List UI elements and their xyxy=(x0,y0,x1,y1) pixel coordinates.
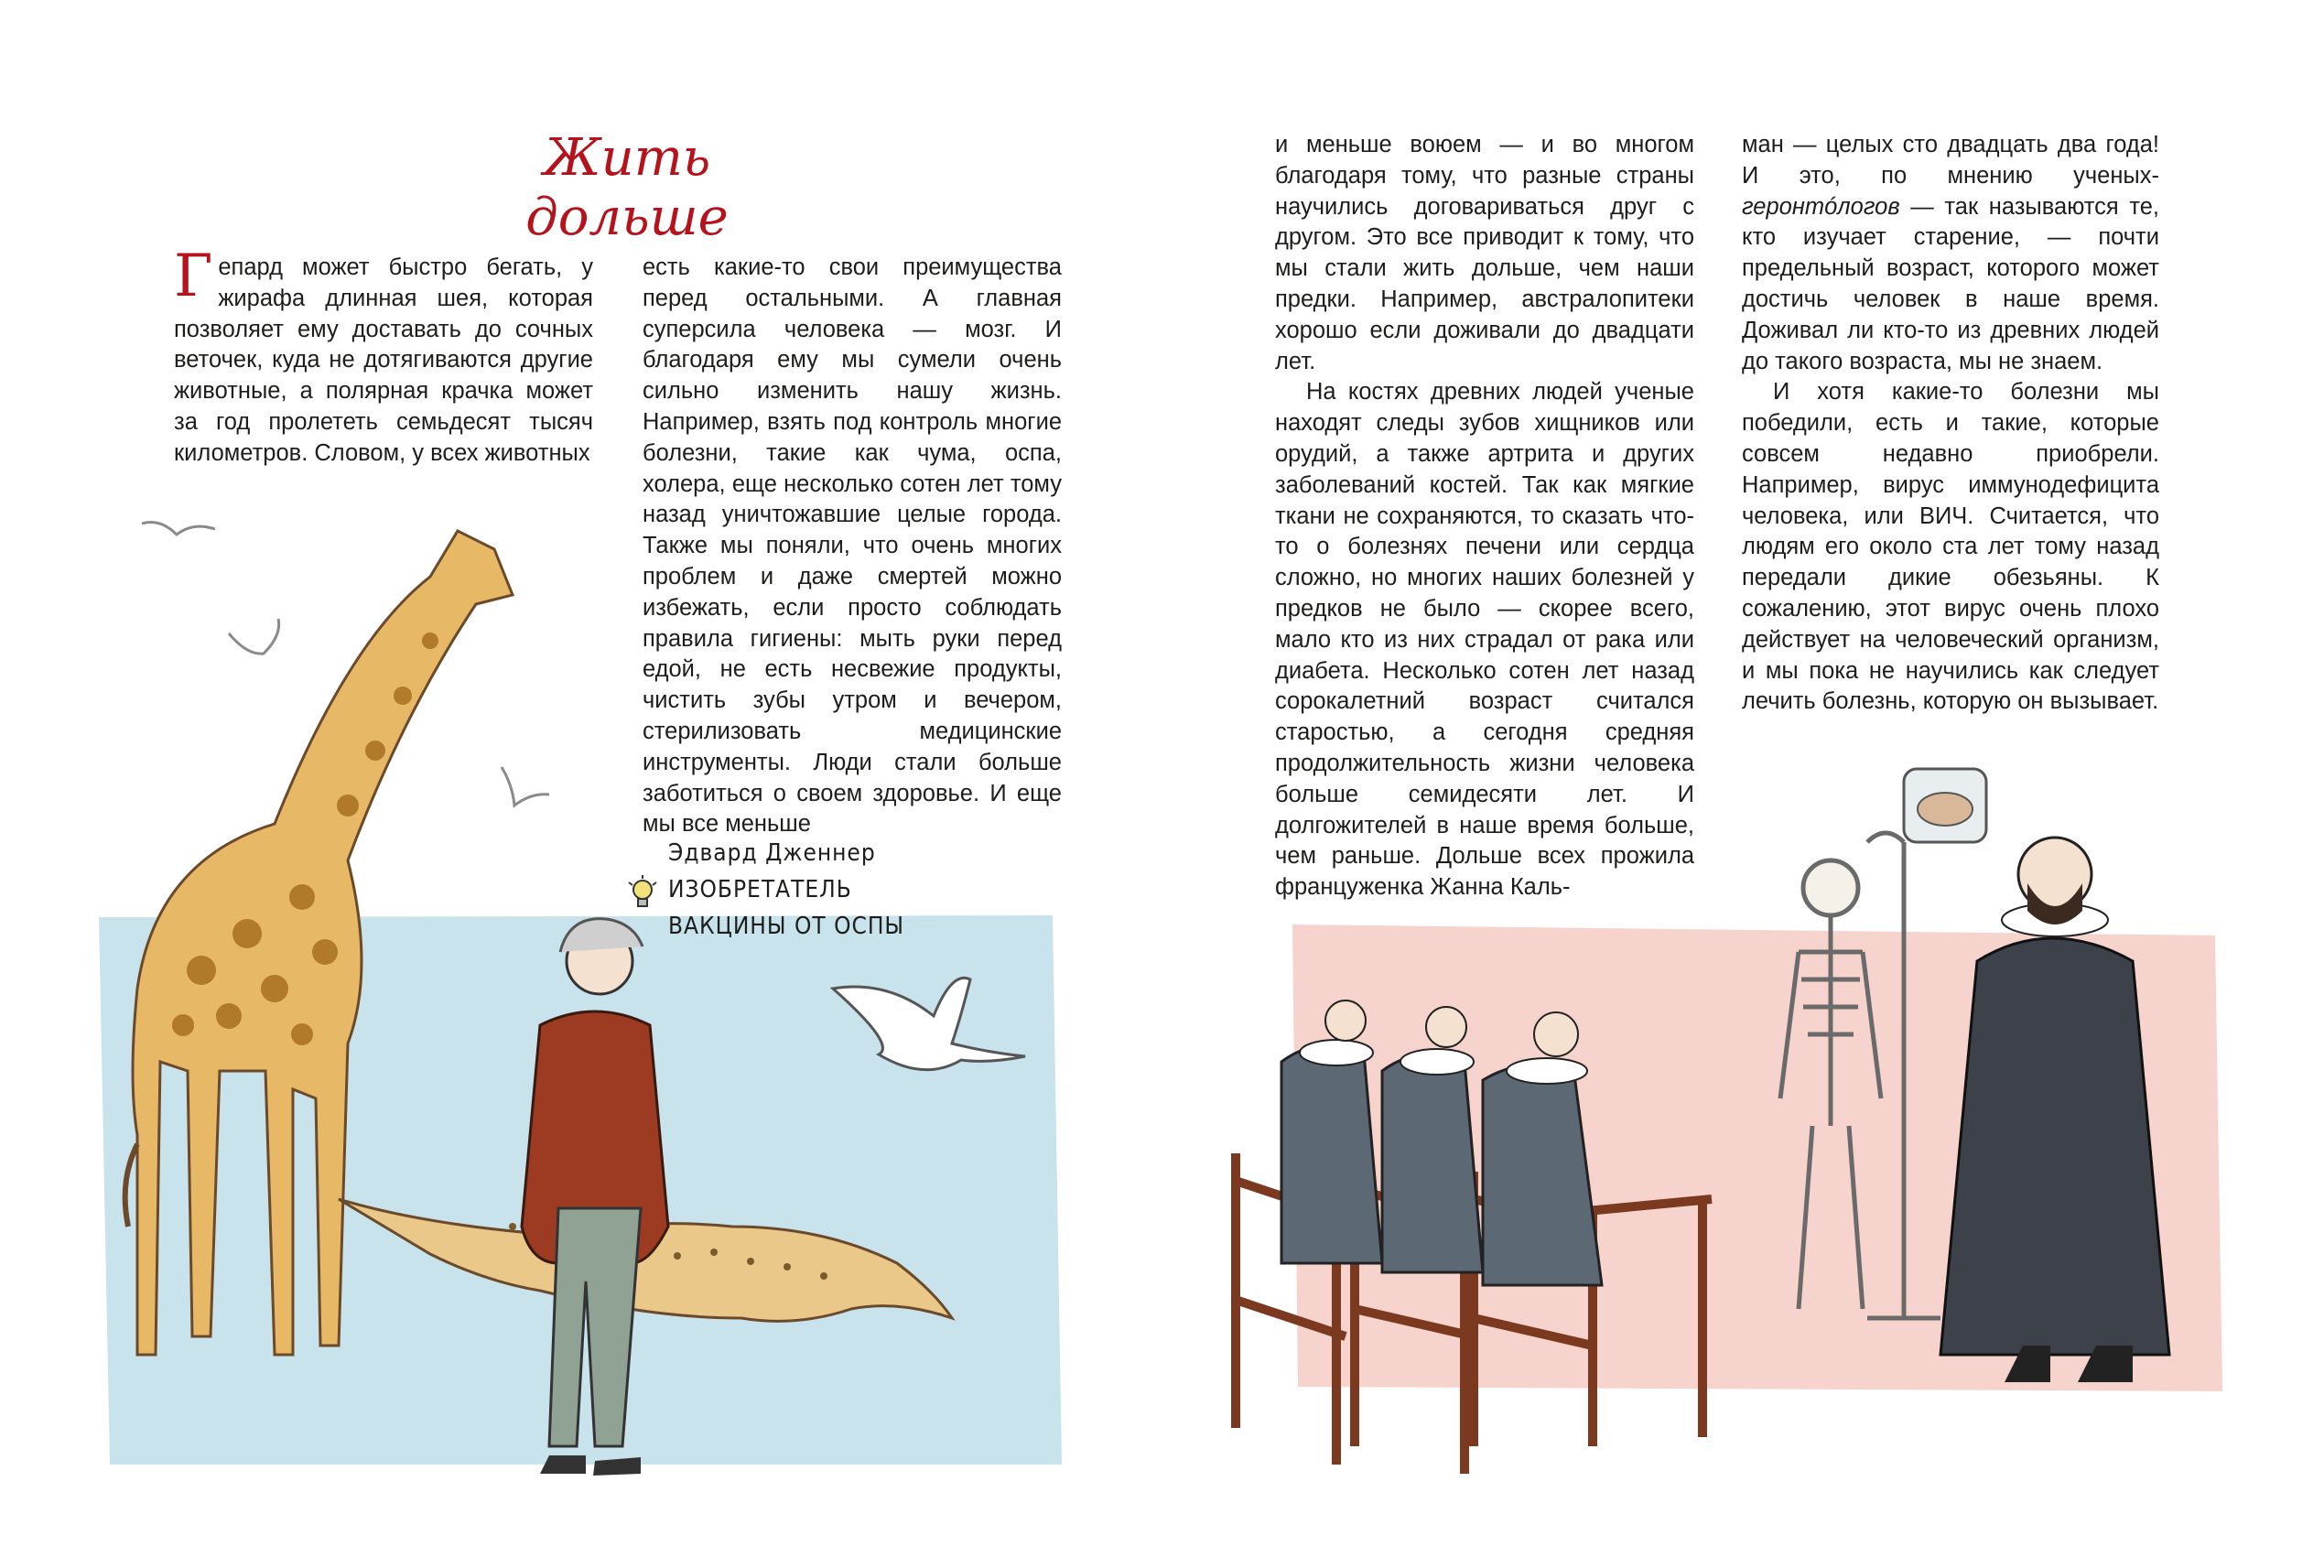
lightbulb-icon xyxy=(626,875,659,915)
paragraph: И хотя какие-то болезни мы победили, есть и такие, которые совсем недавно приобрели. Например, вирус иммунодефицита человека, или ВИЧ. Считается, что людям его около ста лет тому назад передали дикие обезьяны. К сожалению, этот вирус очень плохо действует на человеческий организм, и мы пока не научились как следует лечить болезнь, которую он вызывает. xyxy=(1742,379,2159,715)
caption-name: Эдвард Дженнер xyxy=(668,839,876,867)
caption-role: ИЗОБРЕТАТЕЛЬ ВАКЦИНЫ ОТ ОСПЫ xyxy=(668,876,905,940)
paragraph: епард может быстро бегать, у жирафа длинная шея, которая позволяет ему доставать до сочных веточек, куда не дотягиваются другие животные, а полярная крачка может за год пролететь семьдесят тысяч километров. Словом, у всех животных xyxy=(174,254,593,466)
paragraph: и меньше воюем — и во многом благодаря тому, что разные страны научились договариваться друг с другом. Это все приводит к тому, что мы стали жить дольше, чем наши предки. Например, австралопитеки хорошо если доживали до двадцати лет. xyxy=(1275,132,1694,374)
text-column-4 xyxy=(1742,130,2159,718)
paragraph: есть какие-то свои преимущества перед остальными. А главная суперсила человека — мозг. И благодаря ему мы сумели очень сильно изменить нашу жизнь. Например, взять под контроль многие болезни, такие как чума, оспа, холера, еще несколько сотен лет тому назад уничтожавшие целые города. Также мы поняли, что очень многих проблем и даже смертей можно избежать, если просто соблюдать правила гигиены: мыть руки перед едой, не есть несвежие продукты, чистить зубы утром и вечером, стерилизовать медицинские инструменты. Люди стали больше заботиться о своем здоровье. И еще мы все меньше xyxy=(643,254,1062,838)
page-title: Жить дольше xyxy=(525,128,729,247)
seated-scholars-illustration xyxy=(1281,1000,1602,1285)
italic-term: геронтóлогов xyxy=(1742,193,1900,220)
paragraph: На костях древних людей ученые находят следы зубов хищников или орудий, а также артрита и других заболеваний костей. Так как мягкие ткани не сохраняются, то сказать что-то о болезнях печени или сердца сложно, но многих наших болезней у предков не было — скорее всего, мало кто из них страдал от рака или диабета. Несколько сотен лет назад сорокалетний возраст считался старостью, а сегодня средняя продолжительность жизни человека больше семидесяти лет. И долгожителей в наше время больше, чем раньше. Дольше всех прожила француженка Жанна Каль- xyxy=(1275,379,1694,901)
drop-cap: Г xyxy=(174,243,213,310)
text-column-1 xyxy=(174,243,593,470)
text-run: — так называются те, кто изучает старение, — почти предельный возраст, которого может достичь человек в наше время. Доживал ли кто-то из древних людей до такого возраста, мы не знаем. xyxy=(1742,193,2159,374)
jenner-caption xyxy=(632,835,934,945)
text-column-3 xyxy=(1275,130,1694,903)
paragraph xyxy=(1742,130,2159,377)
text-run: ман — целых сто двадцать два года! И это, по мнению ученых- xyxy=(1742,132,2159,189)
text-column-2 xyxy=(643,253,1062,840)
